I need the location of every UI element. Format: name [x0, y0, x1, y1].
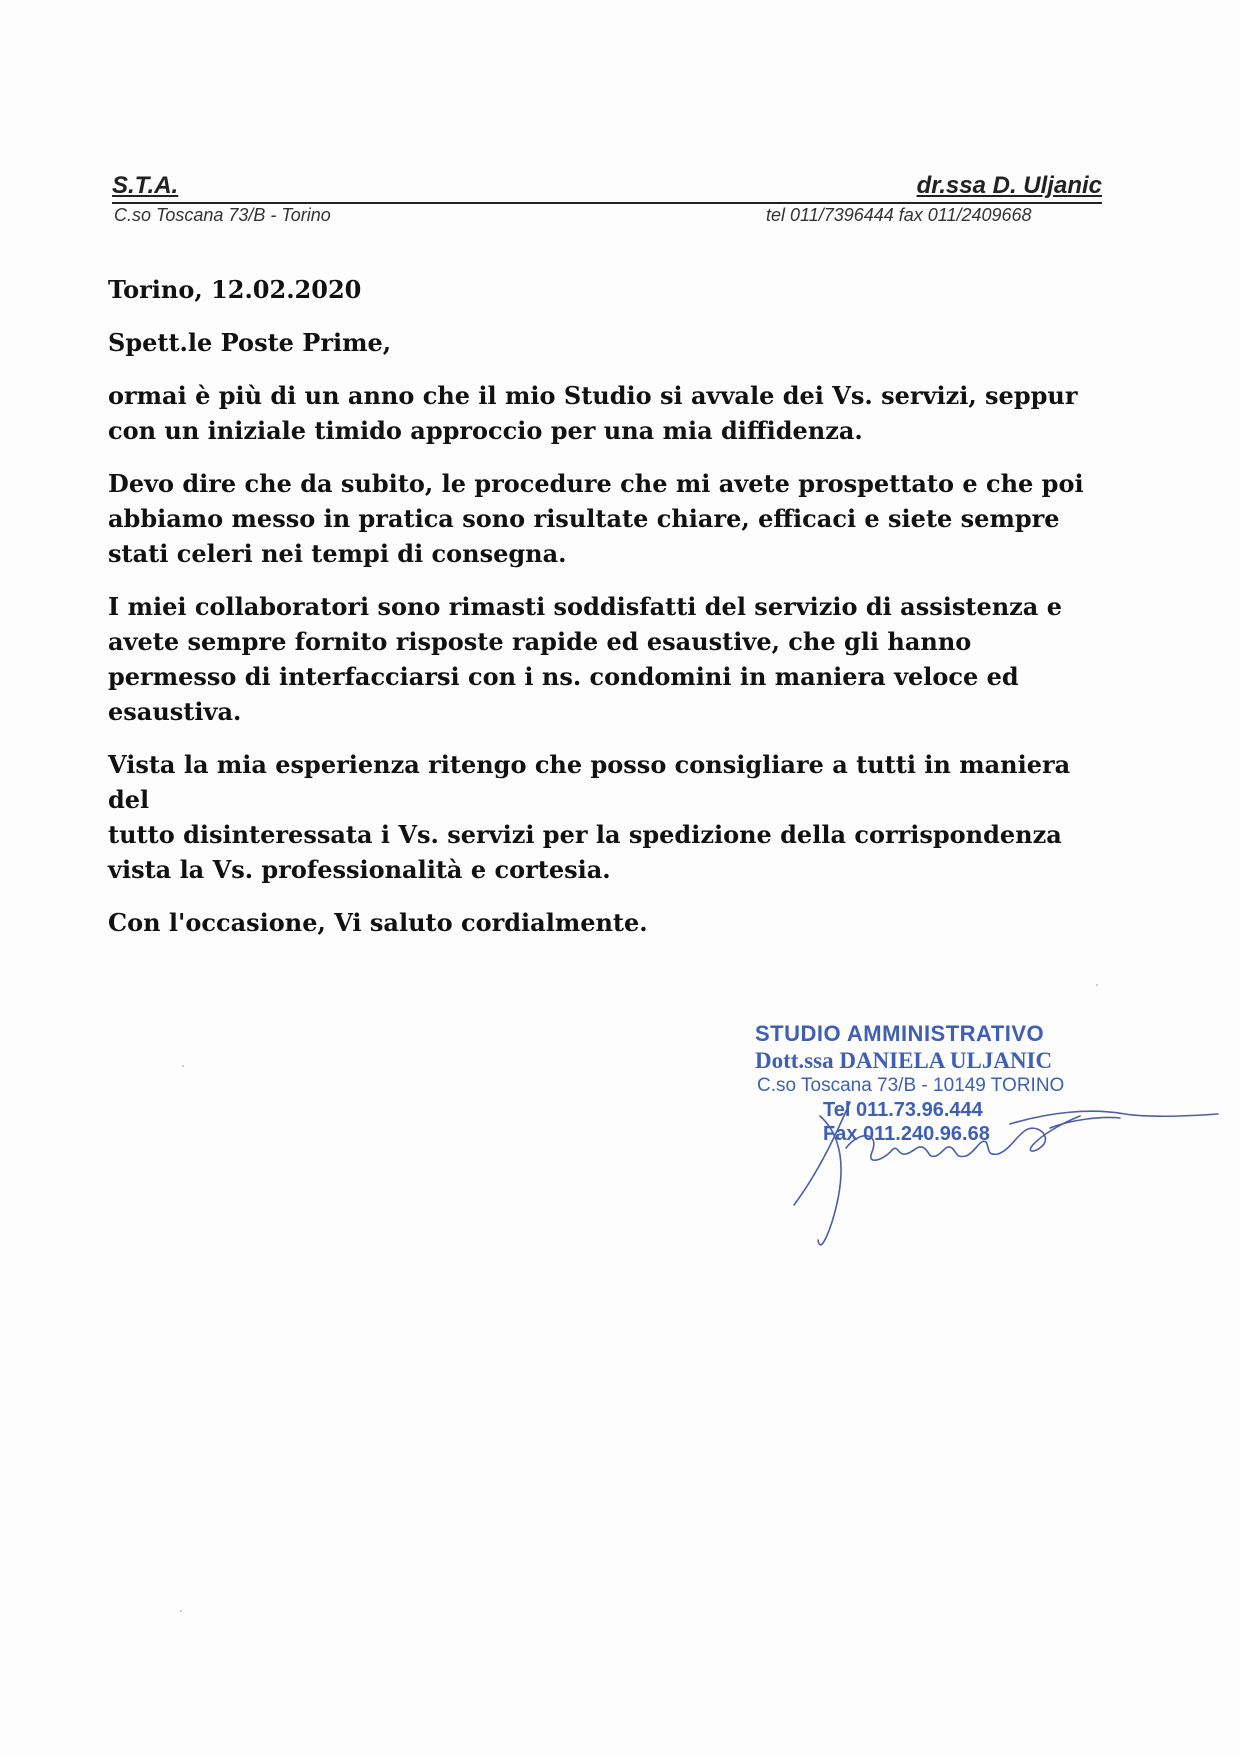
stamp-tel: Tel 011.73.96.444: [823, 1099, 983, 1121]
letter-paragraph: ormai è più di un anno che il mio Studio si avvale dei Vs. servizi, seppur con un iniziale timido approccio per una mia diffidenza.: [108, 381, 1078, 445]
letter-paragraph: Devo dire che da subito, le procedure che mi avete prospettato e che poi abbiamo messo in pratica sono risultate chiare, efficaci e siete sempre stati celeri nei tempi di consegna.: [108, 469, 1084, 568]
letter-paragraph: I miei collaboratori sono rimasti soddisfatti del servizio di assistenza e avete sempre fornito risposte rapide ed esaustive, che gli hanno permesso di interfacciarsi con i ns. condomini in maniera veloce ed esaustiva.: [108, 592, 1062, 726]
letterhead-company-name: S.T.A.: [112, 172, 179, 199]
letter-paragraph: Vista la mia esperienza ritengo che posso consigliare a tutti in maniera del tutto disinteressata i Vs. servizi per la spedizione della corrispondenza vista la Vs. professionalità e cortesia.: [108, 750, 1071, 884]
letter-body: [108, 272, 1118, 958]
scan-speck: [180, 1610, 182, 1612]
letterhead-rule: [112, 172, 1102, 204]
letter-closing: Con l'occasione, Vi saluto cordialmente.: [108, 908, 648, 937]
letterhead-person-name: dr.ssa D. Uljanic: [916, 172, 1102, 199]
handwritten-signature: [780, 1090, 1220, 1250]
letter-date: Torino, 12.02.2020: [108, 275, 362, 304]
stamp-fax: Fax 011.240.96.68: [823, 1123, 990, 1145]
stamp-person-name: Dott.ssa DANIELA ULJANIC: [755, 1048, 1053, 1073]
letterhead-contacts: tel 011/7396444 fax 011/2409668: [766, 205, 1032, 225]
letterhead-address: C.so Toscana 73/B - Torino: [114, 205, 331, 225]
scan-speck: [182, 1065, 184, 1067]
stamp-studio-name: STUDIO AMMINISTRATIVO: [755, 1021, 1045, 1046]
scan-speck: [1096, 984, 1098, 986]
letter-salutation: Spett.le Poste Prime,: [108, 328, 392, 357]
stamp-address: C.so Toscana 73/B - 10149 TORINO: [757, 1075, 1065, 1096]
